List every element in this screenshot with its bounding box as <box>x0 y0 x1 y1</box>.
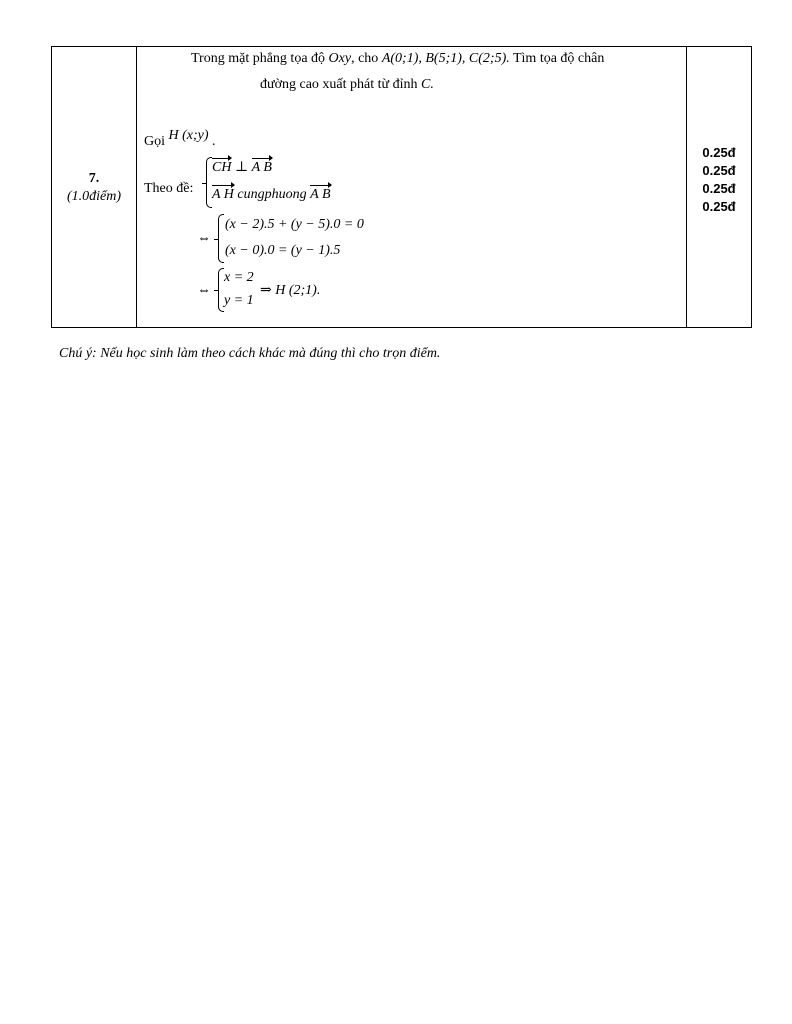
result-h: ⇒ H (2;1). <box>260 283 321 298</box>
prompt-point-c: C(2;5). <box>468 51 510 66</box>
equiv-symbol-1: ⇔ <box>197 231 211 246</box>
vector-ah: A H <box>212 187 234 202</box>
vector-ch: CH <box>212 160 232 175</box>
prompt-vertex: C. <box>421 77 434 92</box>
equation-x: x = 2 <box>224 270 254 285</box>
condition-collinear <box>212 186 331 204</box>
prompt-prefix: Trong mặt phẳng tọa độ <box>191 51 326 66</box>
goi-end: . <box>212 134 216 149</box>
table-border-right <box>751 46 752 328</box>
table-border-bottom <box>51 327 752 328</box>
score-3: 0.25đ <box>702 181 736 196</box>
question-number-cell <box>51 170 137 206</box>
goi-label: Gọi <box>144 134 165 149</box>
equiv-symbol-2: ⇔ <box>197 283 211 298</box>
prompt-coordinate-system: Oxy <box>328 51 352 66</box>
equation-2: (x − 0).0 = (y − 1).5 <box>225 243 341 258</box>
prompt-point-b: B(5;1), <box>425 51 466 66</box>
prompt-line2: đường cao xuất phát từ đỉnh <box>260 77 418 92</box>
score-4: 0.25đ <box>702 199 736 214</box>
solution-goi-line <box>144 128 216 151</box>
prompt-task: Tìm tọa độ chân <box>512 51 605 66</box>
score-2: 0.25đ <box>702 163 736 178</box>
question-number: 7. <box>88 171 100 186</box>
grading-note: Chú ý: Nếu học sinh làm theo cách khác mà đúng thì cho trọn điểm. <box>59 346 441 361</box>
question-points: (1.0điểm) <box>66 189 122 204</box>
vector-ab: A B <box>251 160 272 175</box>
vector-ab-2: A B <box>310 187 331 202</box>
goi-expression: H (x;y) <box>168 128 209 143</box>
prompt-connector: , cho <box>351 51 379 66</box>
score-1: 0.25đ <box>702 145 736 160</box>
theo-de-label: Theo đề: <box>144 181 194 196</box>
prompt-point-a: A(0;1), <box>381 51 422 66</box>
collinear-word: cungphuong <box>237 187 307 202</box>
equation-1: (x − 2).5 + (y − 5).0 = 0 <box>225 217 364 232</box>
perpendicular-symbol: ⊥ <box>234 160 249 175</box>
equation-brace-1 <box>218 214 224 263</box>
score-column <box>687 144 751 216</box>
question-prompt-line-2 <box>260 76 434 94</box>
table-border-top <box>51 46 752 47</box>
condition-perpendicular <box>212 159 272 177</box>
equation-y: y = 1 <box>224 293 254 308</box>
question-prompt-line-1 <box>191 50 604 68</box>
